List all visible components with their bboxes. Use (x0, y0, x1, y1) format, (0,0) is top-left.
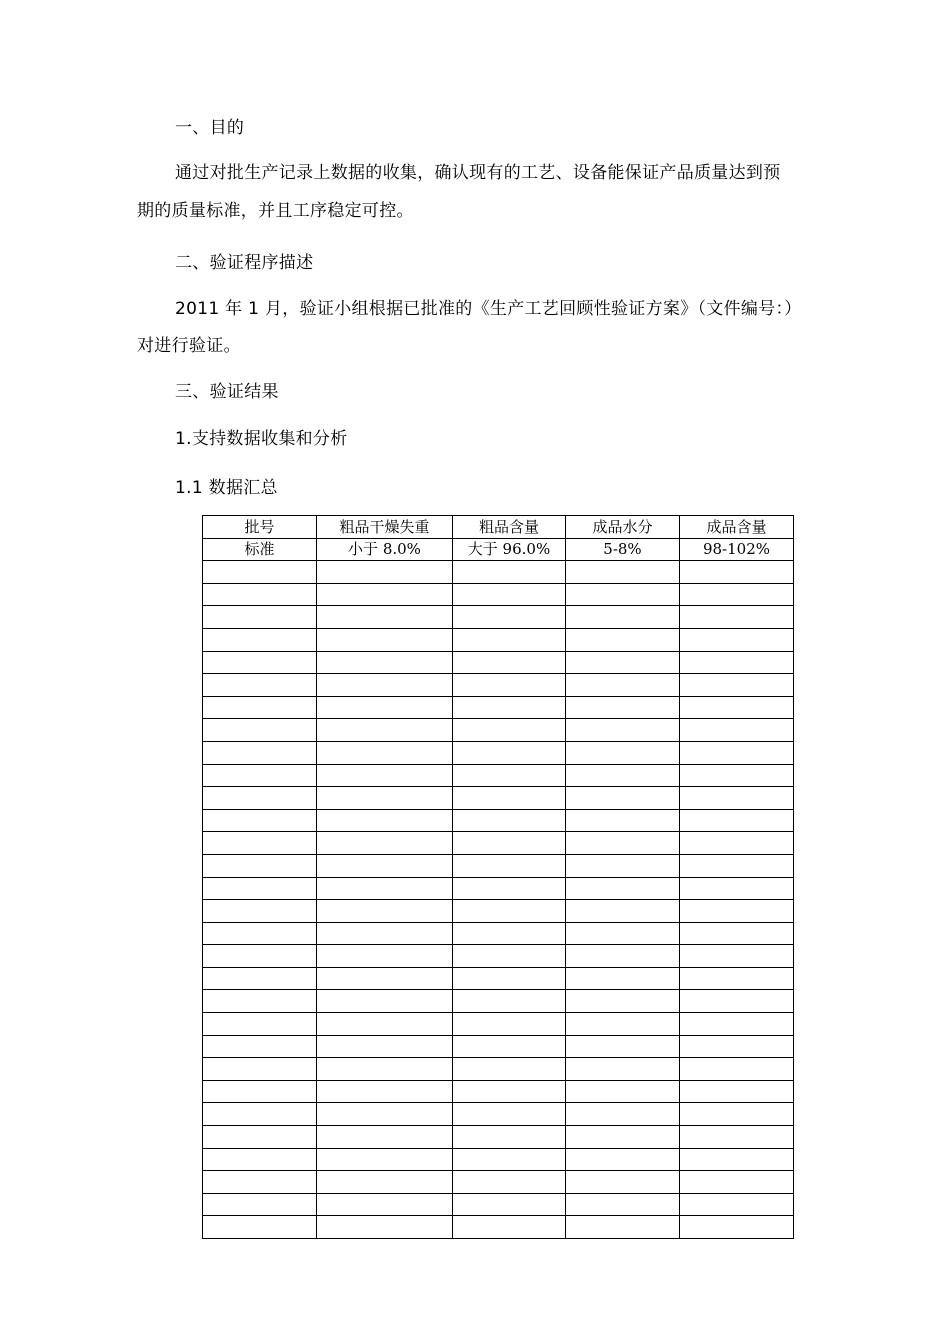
standard-cell-product-moisture: 5-8% (566, 538, 680, 561)
procedure-paragraph-line-1: 2011 年 1 月，验证小组根据已批准的《生产工艺回顾性验证方案》（文件编号：） (175, 299, 802, 319)
standard-cell-label: 标准 (203, 538, 317, 561)
table-cell (680, 809, 794, 832)
table-row (203, 764, 794, 787)
purpose-paragraph-line-1: 通过对批生产记录上数据的收集，确认现有的工艺、设备能保证产品质量达到预 (175, 163, 781, 183)
table-cell (317, 719, 453, 742)
table-cell (453, 1126, 566, 1149)
table-cell (566, 854, 680, 877)
table-row (203, 900, 794, 923)
table-cell (680, 606, 794, 629)
table-cell (203, 1013, 317, 1036)
table-cell (680, 628, 794, 651)
table-row (203, 809, 794, 832)
table-cell (680, 922, 794, 945)
table-cell (680, 764, 794, 787)
table-cell (453, 1058, 566, 1081)
table-cell (317, 561, 453, 584)
table-cell (317, 1126, 453, 1149)
header-cell-crude-content: 粗品含量 (453, 516, 566, 539)
table-row (203, 741, 794, 764)
table-cell (566, 1148, 680, 1171)
table-cell (453, 719, 566, 742)
table-cell (680, 854, 794, 877)
table-cell (317, 809, 453, 832)
table-cell (680, 1035, 794, 1058)
table-cell (566, 787, 680, 810)
table-cell (453, 628, 566, 651)
table-cell (317, 1193, 453, 1216)
table-cell (680, 1171, 794, 1194)
table-row (203, 967, 794, 990)
procedure-paragraph-line-2: 对进行验证。 (137, 336, 241, 356)
table-cell (680, 1148, 794, 1171)
table-cell (317, 764, 453, 787)
table-cell (203, 1080, 317, 1103)
data-summary-table (202, 515, 794, 1239)
table-cell (203, 764, 317, 787)
table-cell (453, 1193, 566, 1216)
table-cell (317, 1058, 453, 1081)
table-row (203, 696, 794, 719)
table-cell (203, 628, 317, 651)
table-cell (566, 628, 680, 651)
table-cell (566, 741, 680, 764)
table-cell (680, 1080, 794, 1103)
table-cell (566, 990, 680, 1013)
table-cell (566, 764, 680, 787)
table-row (203, 1080, 794, 1103)
table-cell (680, 1058, 794, 1081)
subsection-heading-data-summary: 1.1 数据汇总 (175, 478, 278, 498)
standard-cell-product-content: 98-102% (680, 538, 794, 561)
table-cell (566, 877, 680, 900)
table-cell (317, 651, 453, 674)
table-row (203, 854, 794, 877)
table-cell (317, 741, 453, 764)
table-cell (453, 1171, 566, 1194)
table-row (203, 1148, 794, 1171)
table-cell (317, 628, 453, 651)
table-row (203, 990, 794, 1013)
table-cell (203, 1193, 317, 1216)
table-cell (203, 1171, 317, 1194)
table-cell (680, 877, 794, 900)
table-cell (680, 561, 794, 584)
table-cell (203, 1216, 317, 1239)
table-cell (317, 990, 453, 1013)
table-cell (566, 1103, 680, 1126)
table-cell (453, 877, 566, 900)
table-cell (453, 561, 566, 584)
table-cell (203, 832, 317, 855)
table-cell (680, 583, 794, 606)
table-cell (453, 1013, 566, 1036)
table-cell (203, 1058, 317, 1081)
table-cell (453, 854, 566, 877)
table-cell (203, 967, 317, 990)
header-cell-product-moisture: 成品水分 (566, 516, 680, 539)
table-cell (453, 1216, 566, 1239)
table-cell (317, 1013, 453, 1036)
table-cell (566, 900, 680, 923)
table-cell (566, 719, 680, 742)
table-cell (566, 1193, 680, 1216)
table-cell (203, 877, 317, 900)
subsection-heading-data-analysis: 1.支持数据收集和分析 (175, 429, 348, 449)
table-cell (680, 967, 794, 990)
table-row (203, 1103, 794, 1126)
table-cell (566, 945, 680, 968)
table-cell (203, 696, 317, 719)
table-cell (566, 674, 680, 697)
table-cell (566, 1080, 680, 1103)
table-row (203, 1216, 794, 1239)
table-cell (680, 990, 794, 1013)
table-cell (566, 583, 680, 606)
table-cell (453, 922, 566, 945)
table-cell (566, 809, 680, 832)
table-cell (680, 1193, 794, 1216)
table-cell (317, 832, 453, 855)
table-cell (453, 741, 566, 764)
table-cell (203, 809, 317, 832)
table-cell (566, 967, 680, 990)
table-cell (203, 945, 317, 968)
table-cell (680, 1103, 794, 1126)
table-cell (203, 922, 317, 945)
table-row (203, 1035, 794, 1058)
table-cell (453, 764, 566, 787)
table-cell (453, 1035, 566, 1058)
table-cell (680, 832, 794, 855)
table-row (203, 922, 794, 945)
section-heading-results: 三、验证结果 (175, 382, 279, 402)
table-row (203, 1058, 794, 1081)
table-cell (453, 696, 566, 719)
table-cell (203, 741, 317, 764)
standard-cell-crude-content: 大于 96.0% (453, 538, 566, 561)
table-cell (566, 1013, 680, 1036)
table-cell (317, 696, 453, 719)
table-cell (317, 1216, 453, 1239)
table-row (203, 651, 794, 674)
table-row (203, 606, 794, 629)
table-row (203, 719, 794, 742)
table-cell (203, 1103, 317, 1126)
table-cell (566, 561, 680, 584)
table-row (203, 628, 794, 651)
table-row (203, 787, 794, 810)
table-cell (680, 1126, 794, 1149)
table-cell (317, 1035, 453, 1058)
table-cell (317, 1148, 453, 1171)
table-cell (453, 1103, 566, 1126)
table-row (203, 674, 794, 697)
standard-cell-crude-loss-on-drying: 小于 8.0% (317, 538, 453, 561)
table-cell (453, 787, 566, 810)
table-cell (203, 1035, 317, 1058)
table-cell (317, 945, 453, 968)
table-cell (203, 583, 317, 606)
table-cell (203, 990, 317, 1013)
table-cell (317, 922, 453, 945)
table-cell (203, 674, 317, 697)
table-cell (680, 900, 794, 923)
table-row (203, 583, 794, 606)
table-row (203, 561, 794, 584)
table-cell (566, 1126, 680, 1149)
table-cell (203, 787, 317, 810)
table-cell (317, 606, 453, 629)
table-cell (566, 832, 680, 855)
table-cell (317, 1171, 453, 1194)
table-cell (203, 1126, 317, 1149)
table-cell (566, 1035, 680, 1058)
table-cell (453, 1080, 566, 1103)
table-cell (680, 651, 794, 674)
table-cell (566, 651, 680, 674)
table-row (203, 877, 794, 900)
table-cell (203, 900, 317, 923)
table-header-row (203, 516, 794, 539)
table-cell (680, 719, 794, 742)
table-cell (453, 967, 566, 990)
table-row (203, 832, 794, 855)
table-cell (453, 1148, 566, 1171)
purpose-paragraph-line-2: 期的质量标准，并且工序稳定可控。 (137, 201, 414, 221)
section-heading-procedure: 二、验证程序描述 (175, 253, 314, 273)
table-cell (680, 787, 794, 810)
table-cell (453, 606, 566, 629)
table-cell (317, 1080, 453, 1103)
table-row (203, 1013, 794, 1036)
table-cell (680, 696, 794, 719)
table-cell (203, 719, 317, 742)
section-heading-purpose: 一、目的 (175, 118, 245, 138)
table-cell (203, 651, 317, 674)
table-row (203, 1126, 794, 1149)
table-cell (317, 1103, 453, 1126)
table-cell (453, 674, 566, 697)
header-cell-batch-no: 批号 (203, 516, 317, 539)
table-cell (203, 1148, 317, 1171)
table-cell (680, 674, 794, 697)
table-row (203, 945, 794, 968)
table-cell (566, 1216, 680, 1239)
table-cell (680, 945, 794, 968)
table-cell (453, 990, 566, 1013)
table-cell (453, 945, 566, 968)
table-cell (317, 967, 453, 990)
table-cell (453, 832, 566, 855)
table-cell (317, 854, 453, 877)
table-cell (453, 900, 566, 923)
table-cell (203, 561, 317, 584)
table-cell (453, 651, 566, 674)
table-cell (317, 674, 453, 697)
table-cell (317, 900, 453, 923)
table-row (203, 1193, 794, 1216)
table-cell (453, 583, 566, 606)
table-cell (680, 1013, 794, 1036)
table-cell (566, 1171, 680, 1194)
header-cell-product-content: 成品含量 (680, 516, 794, 539)
table-cell (203, 854, 317, 877)
table-cell (566, 922, 680, 945)
table-cell (566, 696, 680, 719)
table-standard-row (203, 538, 794, 561)
table-cell (317, 583, 453, 606)
table-cell (203, 606, 317, 629)
table-cell (317, 787, 453, 810)
header-cell-crude-loss-on-drying: 粗品干燥失重 (317, 516, 453, 539)
table-cell (453, 809, 566, 832)
table-cell (566, 1058, 680, 1081)
table-cell (680, 741, 794, 764)
table-cell (680, 1216, 794, 1239)
table-row (203, 1171, 794, 1194)
table-cell (566, 606, 680, 629)
table-cell (317, 877, 453, 900)
